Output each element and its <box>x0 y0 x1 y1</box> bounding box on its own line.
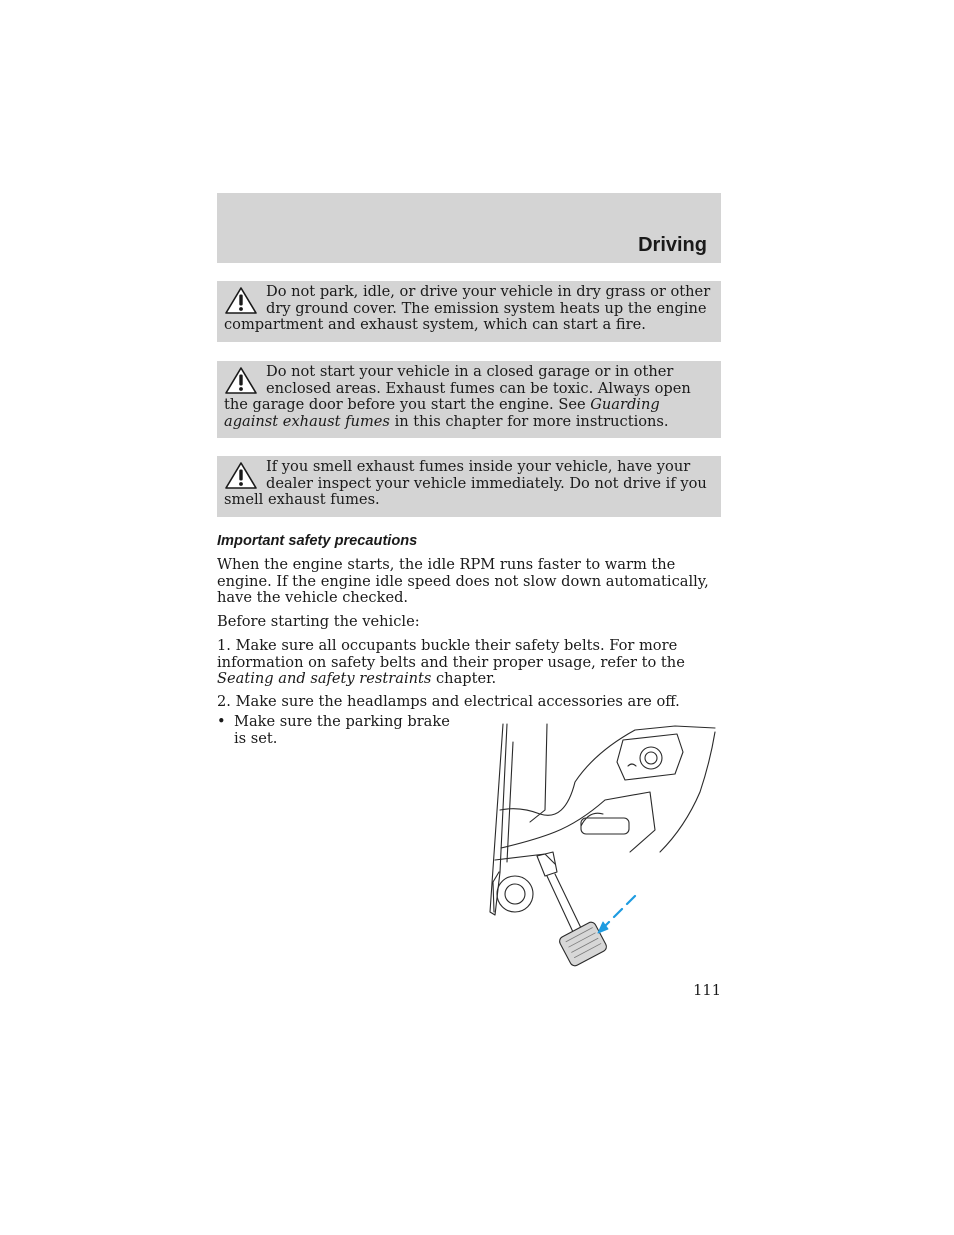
step-text-part: 1. Make sure all occupants buckle their safety belts. For more information on safety belts and their proper usage, refer to the <box>217 637 685 671</box>
chapter-title: Driving <box>638 234 707 256</box>
warning-box-exhaust-smell <box>217 456 721 517</box>
before-starting-paragraph: Before starting the vehicle: <box>217 613 420 630</box>
step-2-paragraph: 2. Make sure the headlamps and electrical accessories are off. <box>217 693 680 710</box>
section-heading: Important safety precautions <box>217 533 418 549</box>
warning-text-part: in this chapter for more instructions. <box>389 412 669 430</box>
step-1-paragraph <box>217 638 721 688</box>
warning-text: Do not park, idle, or drive your vehicle in dry grass or other dry ground cover. The emission system heats up the engine compartment and exhaust system, which can start a fire. <box>224 283 711 333</box>
intro-paragraph: When the engine starts, the idle RPM runs faster to warm the engine. If the engine idle speed does not slow down automatically, have the vehicle checked. <box>217 556 709 606</box>
cross-reference: Guarding against exhaust fumes <box>224 396 660 430</box>
warning-triangle-icon <box>224 287 258 315</box>
warning-triangle-icon <box>224 367 258 395</box>
warning-box-closed-garage <box>217 361 721 438</box>
bullet-symbol: • <box>217 713 226 730</box>
bullet-item <box>217 714 457 747</box>
warning-triangle-icon <box>224 462 258 490</box>
cross-reference: Seating and safety restraints <box>217 670 432 687</box>
warning-box-dry-grass <box>217 281 721 342</box>
step-text-part: chapter. <box>431 670 497 687</box>
warning-text <box>224 363 691 430</box>
bullet-text: Make sure the parking brake is set. <box>234 713 450 747</box>
parking-brake-pedal-illustration <box>485 722 725 970</box>
warning-text: If you smell exhaust fumes inside your vehicle, have your dealer inspect your vehicle immediately. Do not drive if you smell exhaust fumes. <box>224 458 707 508</box>
chapter-header <box>217 193 721 263</box>
warning-text-part: Do not start your vehicle in a closed garage or in other enclosed areas. Exhaust fumes can be toxic. Always open the garage door before you start the engine. See <box>224 363 691 413</box>
page-number: 111 <box>693 982 721 999</box>
